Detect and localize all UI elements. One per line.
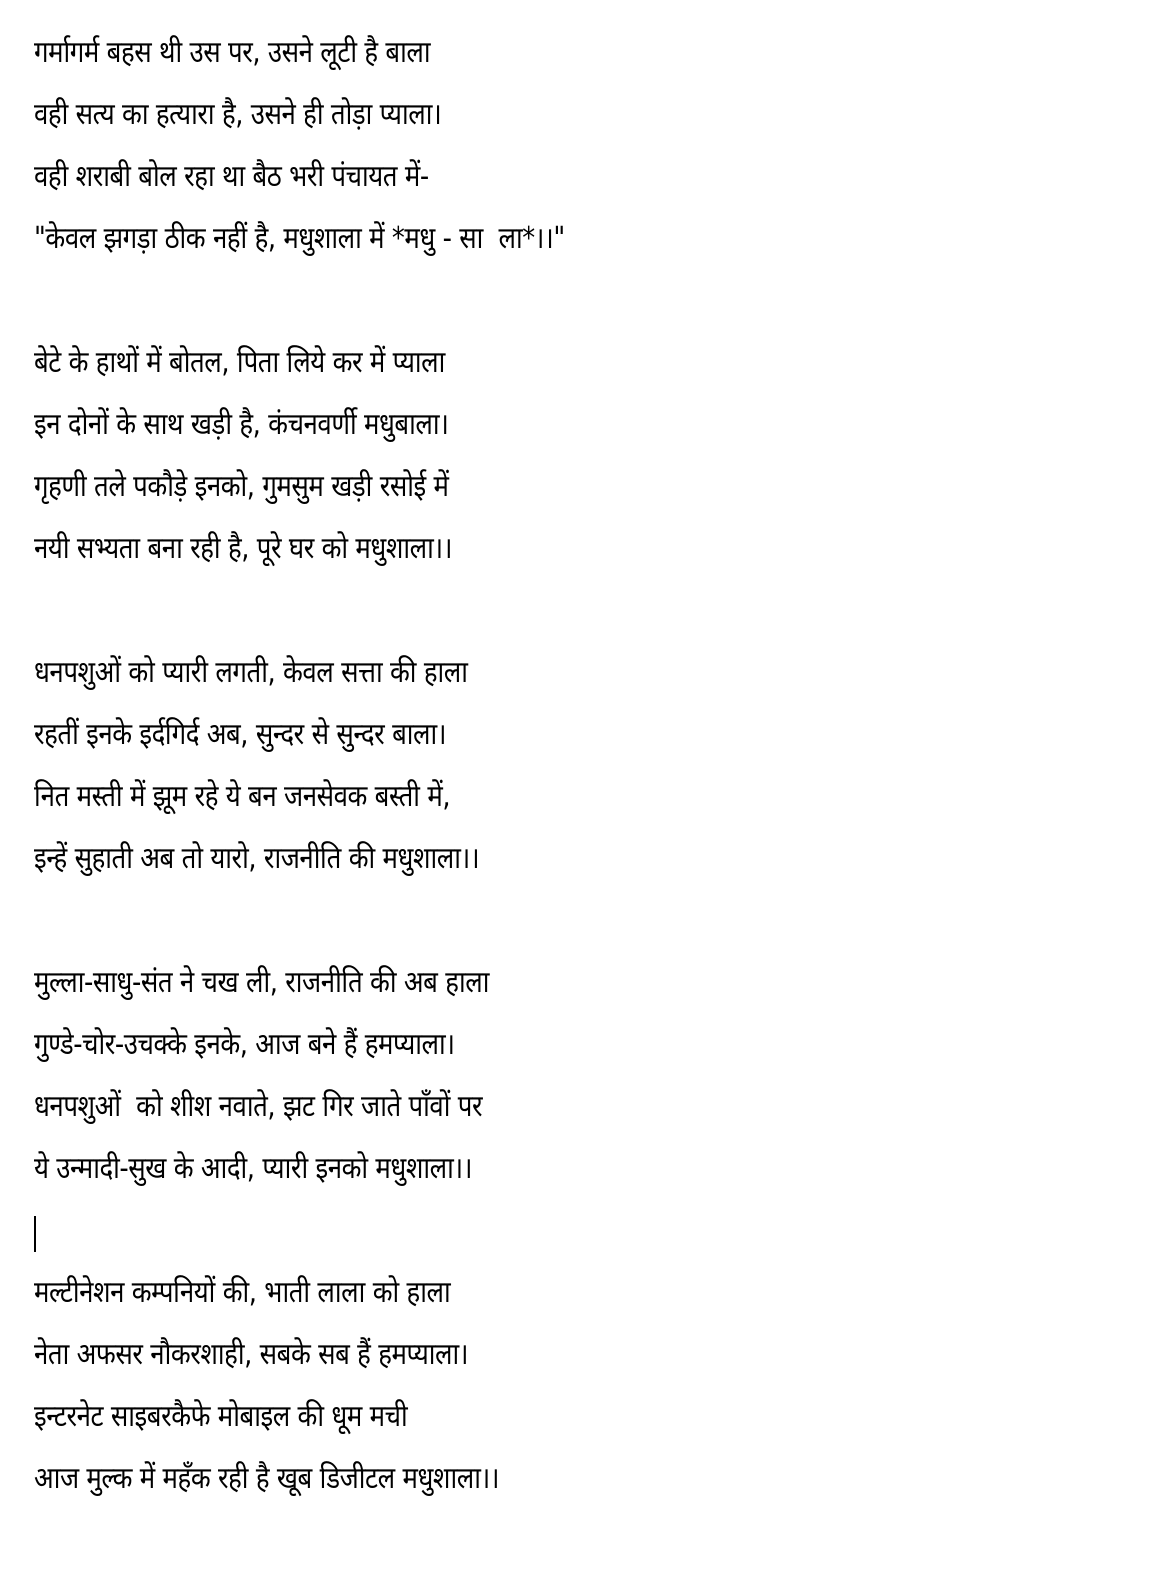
verse-line: नित मस्ती में झूम रहे ये बन जनसेवक बस्ती में, xyxy=(34,779,451,814)
text-cursor xyxy=(34,1216,36,1252)
verse-line: नेता अफसर नौकरशाही, सबके सब हैं हमप्याला। xyxy=(34,1337,469,1372)
verse-line: वही सत्य का हत्यारा है, उसने ही तोड़ा प्याला। xyxy=(34,97,442,132)
document-body[interactable] xyxy=(34,22,1134,1572)
verse-line: मुल्ला-साधु-संत ने चख ली, राजनीति की अब हाला xyxy=(34,965,489,1000)
verse-line: रहतीं इनके इर्दगिर्द अब, सुन्दर से सुन्दर बाला। xyxy=(34,717,447,752)
verse-line: ये उन्मादी-सुख के आदी, प्यारी इनको मधुशाला।। xyxy=(34,1151,473,1186)
verse-line: "केवल झगड़ा ठीक नहीं है, मधुशाला में *मधु - सा ला*।।" xyxy=(34,221,565,256)
verse-line: गृहणी तले पकौड़े इनको, गुमसुम खड़ी रसोई में xyxy=(34,469,449,504)
stanza-4 xyxy=(34,952,1134,1200)
verse-line: वही शराबी बोल रहा था बैठ भरी पंचायत में- xyxy=(34,159,429,194)
verse-line: इन दोनों के साथ खड़ी है, कंचनवर्णी मधुबाला। xyxy=(34,407,449,442)
stanza-2 xyxy=(34,332,1134,580)
verse-line: बेटे के हाथों में बोतल, पिता लिये कर में प्याला xyxy=(34,345,445,380)
stanza-3 xyxy=(34,642,1134,890)
verse-line: इन्हें सुहाती अब तो यारो, राजनीति की मधुशाला।। xyxy=(34,841,480,876)
verse-line: इन्टरनेट साइबरकैफे मोबाइल की धूम मची xyxy=(34,1399,408,1434)
verse-line: धनपशुओं को शीश नवाते, झट गिर जाते पाँवों पर xyxy=(34,1089,483,1124)
verse-line: गुण्डे-चोर-उचक्के इनके, आज बने हैं हमप्याला। xyxy=(34,1027,455,1062)
verse-line: मल्टीनेशन कम्पनियों की, भाती लाला को हाला xyxy=(34,1275,451,1310)
verse-line: धनपशुओं को प्यारी लगती, केवल सत्ता की हाला xyxy=(34,655,468,690)
stanza-1 xyxy=(34,22,1134,270)
empty-line[interactable] xyxy=(34,1200,1134,1262)
verse-line: गर्मागर्म बहस थी उस पर, उसने लूटी है बाला xyxy=(34,35,431,70)
verse-line: आज मुल्क में महँक रही है खूब डिजीटल मधुशाला।। xyxy=(34,1461,500,1496)
verse-line: नयी सभ्यता बना रही है, पूरे घर को मधुशाला।। xyxy=(34,531,453,566)
stanza-5 xyxy=(34,1262,1134,1510)
